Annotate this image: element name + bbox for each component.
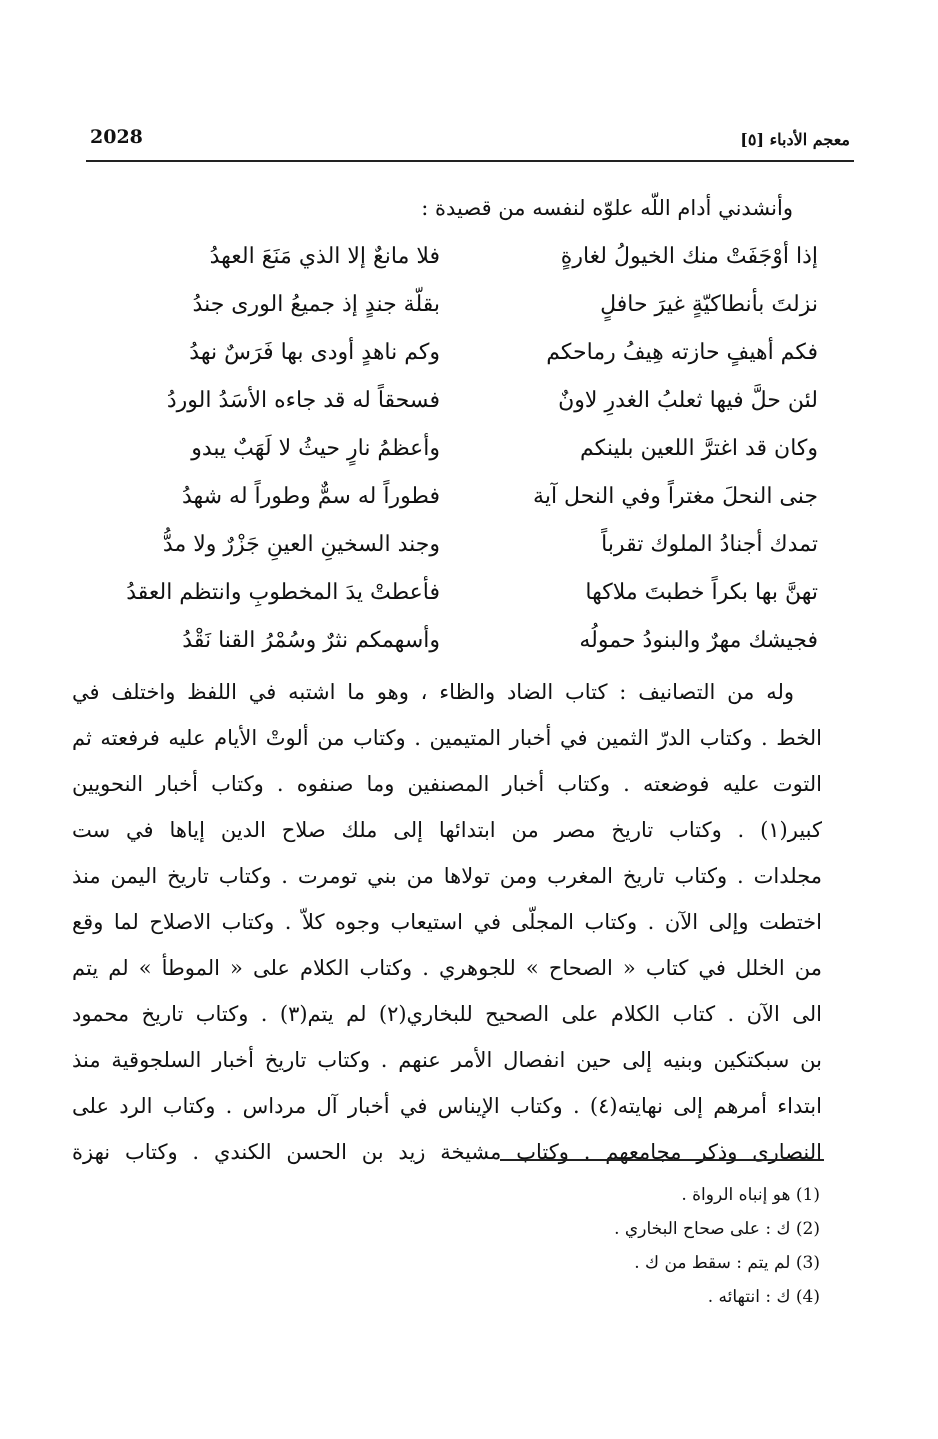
poem-verse xyxy=(0,580,938,620)
prose-line: النصارى وذكر مجامعهم . وكتاب مشيخة زيد بن الحسن الكندي . وكتاب نهزة xyxy=(72,1140,822,1164)
second-hemistich: فأعطتْ يدَ المخطوبِ وانتظم العقدُ xyxy=(126,580,440,605)
poem-verse xyxy=(0,340,938,380)
footnote: (1) هو إنباه الرواة . xyxy=(681,1185,820,1205)
prose-line: مجلدات . وكتاب تاريخ المغرب ومن تولاها من بني تومرت . وكتاب تاريخ اليمن منذ xyxy=(72,864,822,888)
poem-verse xyxy=(0,532,938,572)
second-hemistich: فلا مانعٌ إلا الذي مَنَعَ العهدُ xyxy=(209,244,440,269)
prose-line: ابتداء أمرهم إلى نهايته(٤) . وكتاب الإيناس في أخبار آل مرداس . وكتاب الرد على xyxy=(72,1094,822,1118)
prose-line: بن سبكتكين وبنيه إلى حين انفصال الأمر عنهم . وكتاب تاريخ أخبار السلجوقية منذ xyxy=(72,1048,822,1072)
second-hemistich: فطوراً له سمٌّ وطوراً له شهدُ xyxy=(181,484,440,509)
prose-line: التوت عليه فوضعته . وكتاب أخبار المصنفين وما صنفوه . وكتاب أخبار النحويين xyxy=(72,772,822,796)
first-hemistich: فكم أهيفٍ حازته هِيفُ رماحكم xyxy=(546,340,818,365)
poem-verse xyxy=(0,484,938,524)
first-hemistich: لئن حلَّ فيها ثعلبُ الغدرِ لاونٌ xyxy=(558,388,818,413)
footnote: (2) ك : على صحاح البخاري . xyxy=(614,1219,820,1239)
first-hemistich: تمدك أجنادُ الملوك تقرباً xyxy=(601,532,818,557)
second-hemistich: وجند السخينِ العينِ جَزْرٌ ولا مدُّ xyxy=(162,532,440,557)
first-hemistich: تهنَّ بها بكراً خطبتَ ملاكها xyxy=(585,580,818,605)
prose-line: وله من التصانيف : كتاب الضاد والظاء ، وهو ما اشتبه في اللفظ واختلف في xyxy=(72,680,794,704)
running-title: معجم الأدباء [٥] xyxy=(740,130,850,149)
second-hemistich: فسحقاً له قد جاءه الأسَدُ الوردُ xyxy=(166,388,440,413)
footnote-rule xyxy=(500,1159,824,1161)
prose-line: كبير(١) . وكتاب تاريخ مصر من ابتدائها إلى ملك صلاح الدين إياها في ست xyxy=(72,818,822,842)
first-hemistich: وكان قد اغترَّ اللعين بلينكم xyxy=(580,436,818,461)
poem-verse xyxy=(0,244,938,284)
second-hemistich: وكم ناهدٍ أودى بها فَرَسٌ نهدُ xyxy=(189,340,440,365)
poem-verse xyxy=(0,628,938,668)
prose-paragraph xyxy=(72,672,822,1178)
footnote: (3) لم يتم : سقط من ك . xyxy=(634,1253,820,1273)
first-hemistich: جنى النحلَ مغتراً وفي النحل آية xyxy=(533,484,818,509)
poem-intro: وأنشدني أدام اللّه علوّه لنفسه من قصيدة : xyxy=(421,196,793,220)
page-number: 2028 xyxy=(90,126,143,148)
prose-line: الى الآن . كتاب الكلام على الصحيح للبخاري(٢) لم يتم(٣) . وكتاب تاريخ محمود xyxy=(72,1002,822,1026)
prose-line: اختطت وإلى الآن . وكتاب المجلّى في استيعاب وجوه كلاّ . وكتاب الاصلاح لما وقع xyxy=(72,910,822,934)
prose-line: من الخلل في كتاب « الصحاح » للجوهري . وكتاب الكلام على « الموطأ » لم يتم xyxy=(72,956,822,980)
header-rule xyxy=(86,160,854,162)
poem-verse xyxy=(0,436,938,476)
second-hemistich: بقلّة جندٍ إذ جميعُ الورى جندُ xyxy=(192,292,440,317)
footnotes xyxy=(300,1180,820,1316)
first-hemistich: إذا أوْجَفَتْ منك الخيولُ لغارةٍ xyxy=(560,244,818,269)
first-hemistich: فجيشك مهرٌ والبنودُ حمولُه xyxy=(579,628,818,653)
second-hemistich: وأعظمُ نارٍ حيثُ لا لَهَبٌ يبدو xyxy=(191,436,440,461)
second-hemistich: وأسهمكم نثرٌ وسُمْرُ القنا نَقْدُ xyxy=(182,628,440,653)
first-hemistich: نزلتَ بأنطاكيّةٍ غيرَ حافلٍ xyxy=(600,292,818,317)
footnote: (4) ك : انتهائه . xyxy=(707,1287,820,1307)
poem-verse xyxy=(0,292,938,332)
prose-line: الخط . وكتاب الدرّ الثمين في أخبار المتيمين . وكتاب من ألوتْ الأيام عليه فرفعته ثم xyxy=(72,726,822,750)
poem-verse xyxy=(0,388,938,428)
